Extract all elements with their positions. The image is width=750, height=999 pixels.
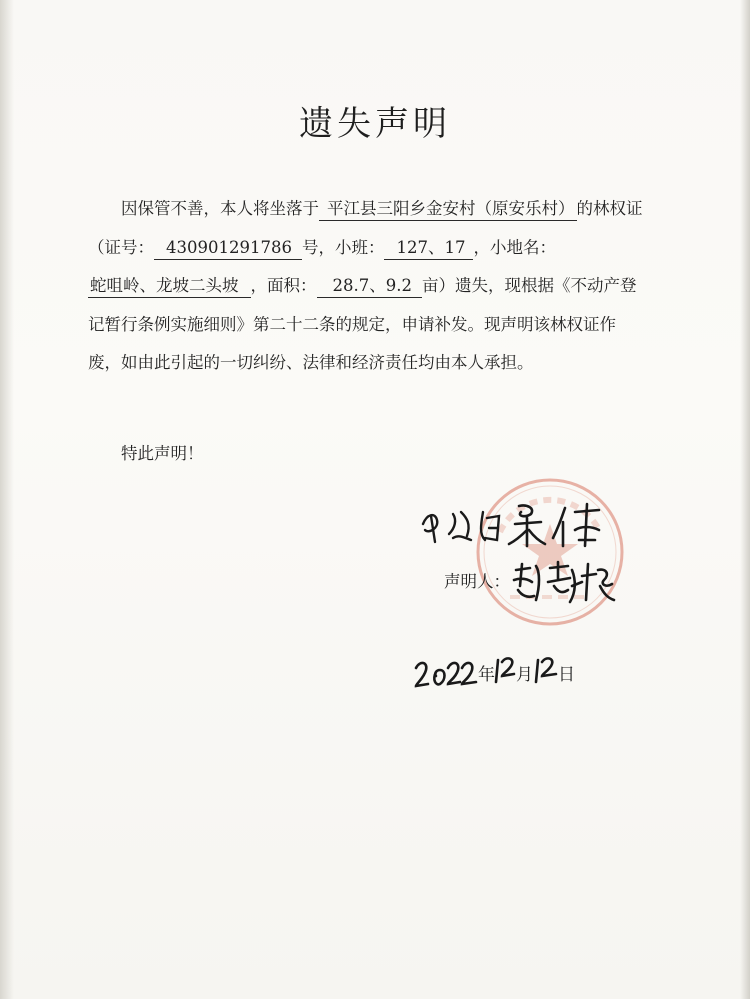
statement-body [88, 190, 648, 383]
handwritten-date-digits [412, 652, 582, 692]
place-name-fill: 蛇咀岭、龙坡二头坡 [88, 275, 251, 298]
text-segment: 亩）遗失，现根据《不动产登记暂行条例实施细则》第二十二条的规定，申请补发。现声明该林权证作废，如由此引起的一切纠纷、法律和经济责任均由本人承担。 [88, 276, 637, 372]
signature-date [412, 652, 582, 692]
statement-paragraph [88, 190, 648, 383]
text-segment: ，小地名： [473, 237, 556, 257]
group-signature [415, 494, 645, 554]
day-char: 日 [558, 665, 575, 685]
text-segment: ，面积： [250, 276, 317, 295]
text-segment: 号，小班： [301, 237, 385, 257]
month-char: 月 [516, 665, 533, 685]
text-segment: 因保管不善，本人将坐落于 [121, 199, 319, 218]
compartment-fill: 127、17 [384, 237, 473, 260]
certificate-number-fill: 430901291786 [154, 237, 302, 260]
text-segment: 的林权证（证号： [88, 199, 643, 257]
declarant-signature [510, 556, 620, 606]
location-fill: 平江县三阳乡金安村（原安乐村） [319, 198, 577, 221]
document-title: 遗失声明 [299, 104, 451, 144]
declarant-label: 声明人： [444, 572, 510, 591]
year-char: 年 [478, 665, 495, 685]
closing-remark: 特此声明！ [121, 444, 204, 463]
area-fill: 28.7、9.2 [317, 275, 422, 298]
